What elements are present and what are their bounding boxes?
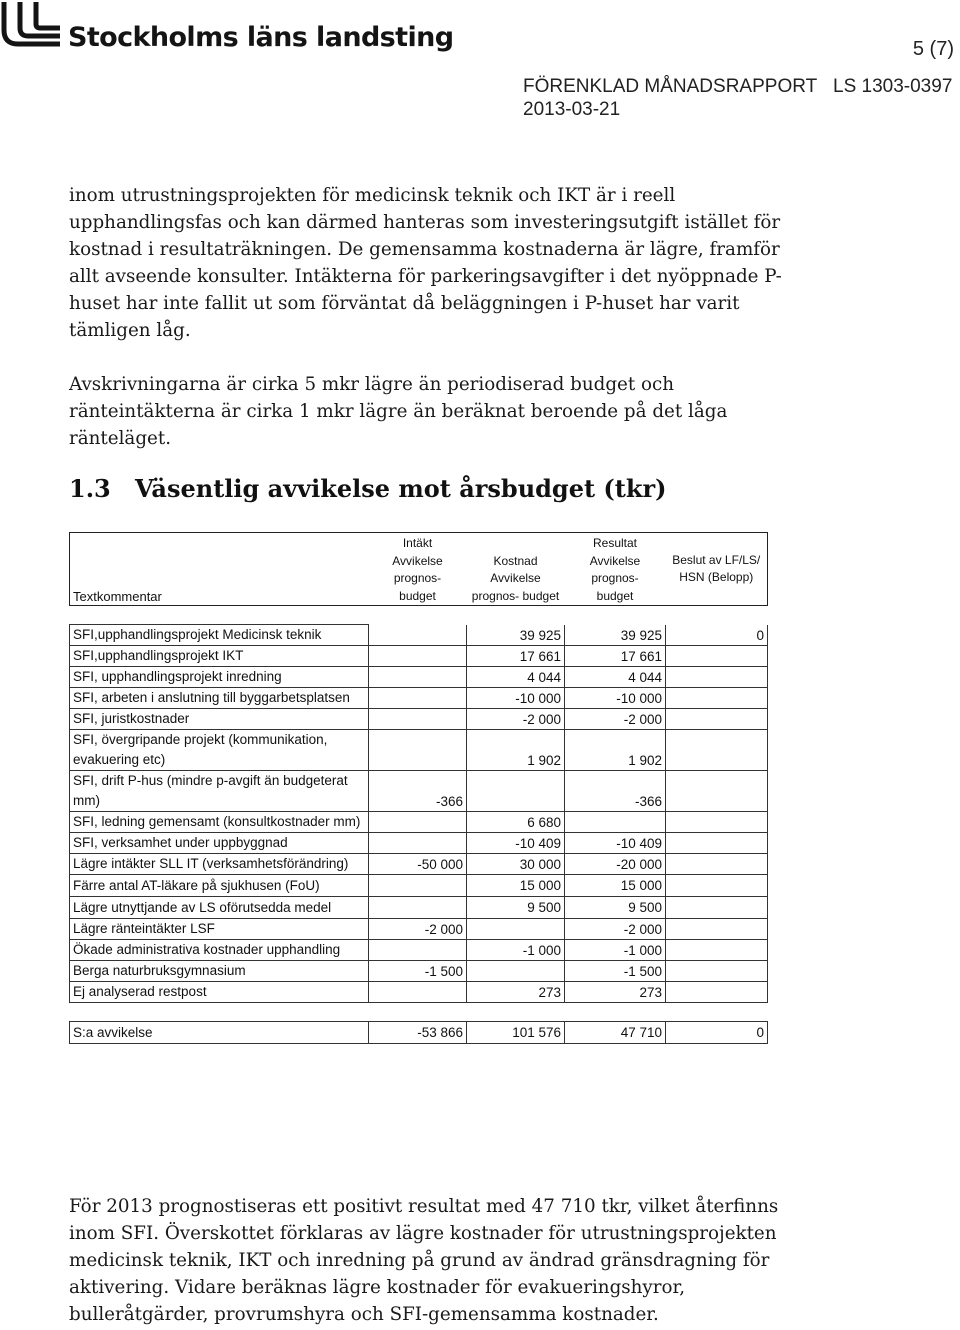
column-header-text: Textkommentar [70,533,369,606]
cell-result: -1 500 [565,961,666,982]
cell-text: SFI, verksamhet under uppbyggnad [70,833,369,854]
cell-decision [666,771,768,812]
cell-cost: -10 409 [467,833,565,854]
section-heading [69,474,667,503]
table-row [70,812,768,833]
cell-cost: 15 000 [467,875,565,897]
cell-income [369,812,467,833]
table-row [70,646,768,667]
table-row [70,875,768,897]
cell-text: SFI, drift P-hus (mindre p-avgift än budgeterat mm) [70,771,369,812]
total-text: S:a avvikelse [70,1022,369,1044]
table-row [70,667,768,688]
section-title: Väsentlig avvikelse mot årsbudget (tkr) [135,474,667,503]
cell-text: Lägre ränteintäkter LSF [70,919,369,940]
cell-cost: 4 044 [467,667,565,688]
cell-result: 9 500 [565,897,666,919]
cell-cost: 17 661 [467,646,565,667]
cell-decision [666,812,768,833]
table-row [70,625,768,646]
sll-logo-icon [0,0,62,52]
table-body [70,606,768,1044]
cell-text: SFI, upphandlingsprojekt inredning [70,667,369,688]
org-name: Stockholms läns landsting [68,22,454,53]
cell-text: SFI, arbeten i anslutning till byggarbetsplatsen [70,688,369,709]
cell-income [369,688,467,709]
table-total-row [70,1022,768,1044]
column-header-cost: Kostnad Avvikelse prognos- budget [467,533,565,606]
deviation-table [69,532,768,1044]
total-income: -53 866 [369,1022,467,1044]
cell-result: -2 000 [565,919,666,940]
cell-result [565,812,666,833]
cell-cost [467,919,565,940]
table-spacer [70,1003,768,1022]
cell-decision [666,709,768,730]
body-paragraph: Avskrivningarna är cirka 5 mkr lägre än periodiserad budget och ränteintäkterna är cirka 1 mkr lägre än beräknat beroende på det låga ränteläget. [69,374,728,449]
table-row [70,771,768,812]
document-reference: LS 1303-0397 [833,76,953,97]
cell-cost: 9 500 [467,897,565,919]
cell-income [369,833,467,854]
body-paragraph: För 2013 prognostiseras ett positivt resultat med 47 710 tkr, vilket återfinns inom SFI. Överskottet förklaras av lägre kostnader för utrustningsprojekten medicinsk teknik, IKT och inredning på grund av ändrad gränsdragning för aktivering. Vidare beräknas lägre kostnader för evakueringshyror, bulleråtgärder, provrumshyra och SFI-gemensamma kostnader. [69,1196,779,1325]
body-paragraph: inom utrustningsprojekten för medicinsk teknik och IKT är i reell upphandlingsfas och kan därmed hanteras som investeringsutgift istället för kostnad i resultaträkningen. De gemensamma kostnaderna är lägre, framför allt avseende konsulter. Intäkterna för parkeringsavgifter i det nyöppnade P-huset har inte fallit ut som förväntat då beläggningen i P-huset har varit tämligen låg. [69,185,782,341]
cell-cost: 39 925 [467,625,565,646]
cell-text: SFI, juristkostnader [70,709,369,730]
cell-result: 273 [565,982,666,1003]
cell-cost: 273 [467,982,565,1003]
cell-text: Lägre intäkter SLL IT (verksamhetsförändring) [70,854,369,875]
cell-income [369,646,467,667]
cell-cost: 6 680 [467,812,565,833]
cell-result: 39 925 [565,625,666,646]
table-row [70,919,768,940]
cell-decision [666,897,768,919]
table-row [70,897,768,919]
document-date: 2013-03-21 [523,99,621,120]
page-number: 5 (7) [912,38,954,60]
cell-cost: 1 902 [467,730,565,771]
column-header-income: Intäkt Avvikelse prognos- budget [369,533,467,606]
total-result: 47 710 [565,1022,666,1044]
total-decision: 0 [666,1022,768,1044]
cell-decision [666,667,768,688]
cell-text: Berga naturbruksgymnasium [70,961,369,982]
table-spacer [70,606,768,625]
table-row [70,688,768,709]
cell-cost: -1 000 [467,940,565,961]
column-header-decision: Beslut av LF/LS/ HSN (Belopp) [666,533,768,606]
cell-income [369,709,467,730]
cell-income: -366 [369,771,467,812]
cell-result: -1 000 [565,940,666,961]
table-row [70,982,768,1003]
cell-income [369,897,467,919]
cell-cost [467,771,565,812]
cell-income: -1 500 [369,961,467,982]
cell-income [369,875,467,897]
cell-decision [666,833,768,854]
cell-cost: 30 000 [467,854,565,875]
cell-income [369,940,467,961]
cell-result: -20 000 [565,854,666,875]
table-row [70,730,768,771]
column-header-result: Resultat Avvikelse prognos- budget [565,533,666,606]
cell-text: SFI, ledning gemensamt (konsultkostnader mm) [70,812,369,833]
cell-text: Lägre utnyttjande av LS oförutsedda medel [70,897,369,919]
cell-result: -2 000 [565,709,666,730]
section-number: 1.3 [69,474,111,503]
table-row [70,709,768,730]
document-title: FÖRENKLAD MÅNADSRAPPORT [523,76,818,97]
cell-income: -2 000 [369,919,467,940]
cell-result: -10 409 [565,833,666,854]
cell-text: Ökade administrativa kostnader upphandling [70,940,369,961]
cell-decision [666,919,768,940]
cell-result: 17 661 [565,646,666,667]
cell-result: -366 [565,771,666,812]
cell-cost: -10 000 [467,688,565,709]
cell-income [369,730,467,771]
cell-result: -10 000 [565,688,666,709]
table-row [70,833,768,854]
cell-cost: -2 000 [467,709,565,730]
table-row [70,940,768,961]
cell-result: 4 044 [565,667,666,688]
cell-decision [666,875,768,897]
cell-result: 1 902 [565,730,666,771]
table-row [70,961,768,982]
cell-cost [467,961,565,982]
total-cost: 101 576 [467,1022,565,1044]
cell-result: 15 000 [565,875,666,897]
cell-text: Färre antal AT-läkare på sjukhusen (FoU) [70,875,369,897]
cell-income [369,667,467,688]
cell-text: SFI,upphandlingsprojekt Medicinsk teknik [70,625,369,646]
cell-income [369,625,467,646]
table-header-row [70,533,768,606]
cell-decision [666,646,768,667]
table-row [70,854,768,875]
cell-decision: 0 [666,625,768,646]
org-logo [0,0,454,60]
cell-text: SFI, övergripande projekt (kommunikation, evakuering etc) [70,730,369,771]
cell-decision [666,730,768,771]
cell-text: SFI,upphandlingsprojekt IKT [70,646,369,667]
cell-decision [666,854,768,875]
cell-income: -50 000 [369,854,467,875]
cell-decision [666,688,768,709]
cell-decision [666,982,768,1003]
cell-income [369,982,467,1003]
cell-decision [666,961,768,982]
cell-text: Ej analyserad restpost [70,982,369,1003]
cell-decision [666,940,768,961]
